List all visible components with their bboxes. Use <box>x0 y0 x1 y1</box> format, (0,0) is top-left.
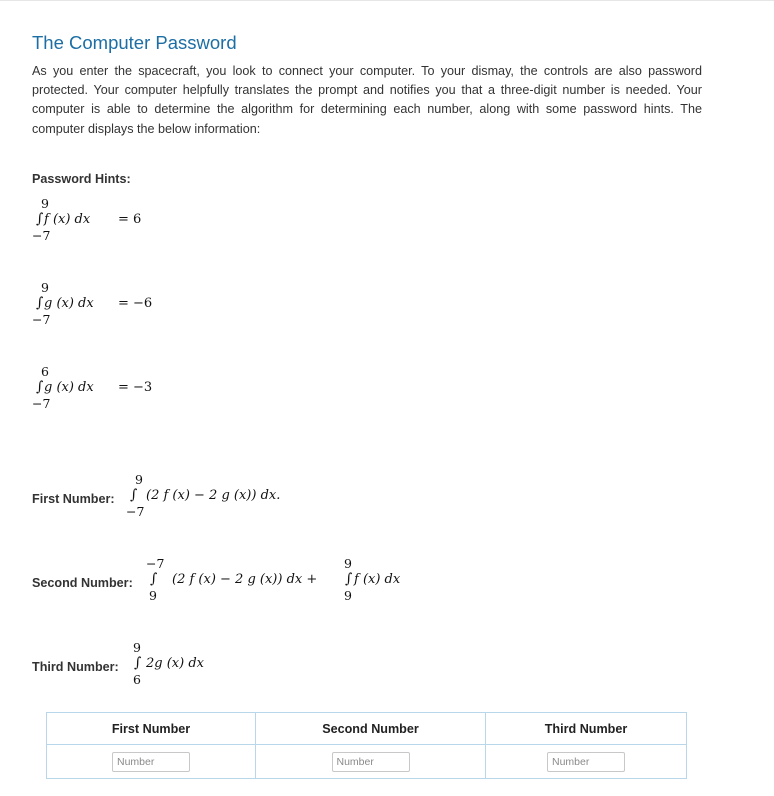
second-number-lower-bound-2: 9 <box>344 588 352 603</box>
hint-1-integrand: f (x) dx <box>44 212 91 227</box>
hint-2-lower-bound: −7 <box>32 312 51 327</box>
hint-3-lower-bound: −7 <box>32 396 51 411</box>
third-number-input[interactable] <box>547 752 625 772</box>
third-number-integrand: 2g (x) dx <box>146 656 204 671</box>
second-number-upper-bound-2: 9 <box>344 556 352 571</box>
answer-table-input-row <box>47 745 687 779</box>
page-title: The Computer Password <box>32 32 237 53</box>
third-number-integral-sign: ∫ <box>134 655 142 671</box>
hint-1-upper-bound: 9 <box>41 196 49 211</box>
intro-paragraph: As you enter the spacecraft, you look to connect your computer. To your dismay, the controls are also password protected. Your computer helpfully translates the prompt and notifies you that a three-digit number is needed. Your computer is able to determine the algorithm for determining each number, along with some password hints. The computer displays the below information: <box>32 64 702 136</box>
top-divider <box>0 0 774 1</box>
second-number-integral-sign: ∫ <box>150 571 158 587</box>
second-number-lower-bound: 9 <box>149 588 157 603</box>
second-number-integrand-2: f (x) dx <box>354 572 401 587</box>
hint-3-upper-bound: 6 <box>41 364 49 379</box>
hint-2-upper-bound: 9 <box>41 280 49 295</box>
first-number-cell <box>47 745 256 779</box>
first-number-integrand: (2 f (x) − 2 g (x)) dx. <box>146 488 281 503</box>
second-number-integrand: (2 f (x) − 2 g (x)) dx + <box>172 572 318 587</box>
third-number-label: Third Number: <box>32 660 119 674</box>
first-number-integral-sign: ∫ <box>130 487 138 503</box>
hint-2-integrand: g (x) dx <box>44 296 94 311</box>
third-number-header: Third Number <box>486 713 687 745</box>
second-number-upper-bound: −7 <box>146 556 165 571</box>
third-number-upper-bound: 9 <box>133 640 141 655</box>
third-number-cell <box>486 745 687 779</box>
hint-3-rhs: = −3 <box>118 380 153 395</box>
hint-2-integral-sign: ∫ <box>36 295 44 311</box>
hint-2-rhs: = −6 <box>118 296 153 311</box>
answer-table-header-row <box>47 713 687 745</box>
hint-1-lower-bound: −7 <box>32 228 51 243</box>
second-number-input[interactable] <box>332 752 410 772</box>
hint-3-integral-sign: ∫ <box>36 379 44 395</box>
hint-3-integrand: g (x) dx <box>44 380 94 395</box>
third-number-lower-bound: 6 <box>133 672 141 687</box>
second-number-label: Second Number: <box>32 576 133 590</box>
answer-table <box>46 712 687 779</box>
second-number-integral-sign-2: ∫ <box>345 571 353 587</box>
second-number-cell <box>256 745 486 779</box>
first-number-header: First Number <box>47 713 256 745</box>
hint-1-rhs: = 6 <box>118 212 142 227</box>
first-number-input[interactable] <box>112 752 190 772</box>
first-number-upper-bound: 9 <box>135 472 143 487</box>
first-number-lower-bound: −7 <box>126 504 145 519</box>
password-hints-label: Password Hints: <box>32 172 131 186</box>
first-number-label: First Number: <box>32 492 115 506</box>
second-number-header: Second Number <box>256 713 486 745</box>
hint-1-integral-sign: ∫ <box>36 211 44 227</box>
